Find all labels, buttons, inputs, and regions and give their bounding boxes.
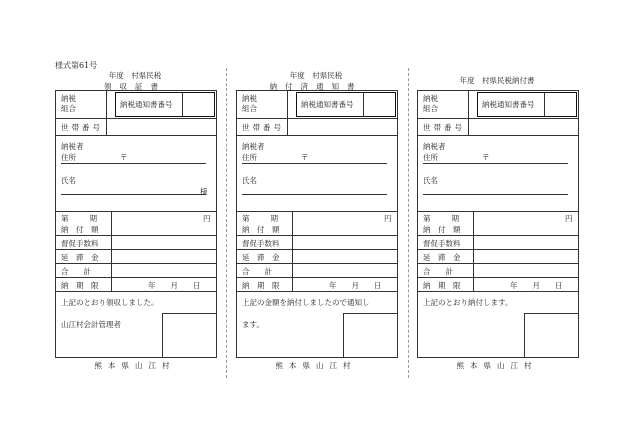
- statement-text: 上記のとおり納付します。: [423, 298, 513, 307]
- address-label: 住所: [61, 153, 76, 162]
- address-label: 住所: [242, 153, 257, 162]
- statement-text: 上記の金額を納付しましたので通知し: [242, 298, 370, 307]
- seal-box: [524, 313, 578, 357]
- statement-text: 上記のとおり領収しました。: [61, 298, 159, 307]
- notice-number-label: 納税通知書番号: [482, 100, 535, 109]
- title-line1-notice: 年度 村県民税: [289, 71, 343, 80]
- dunning-fee-label: 督促手数料: [61, 239, 99, 248]
- village-footer: 熊本県山江村: [94, 361, 176, 370]
- village-footer: 熊本県山江村: [456, 361, 538, 370]
- late-fee-label: 延 滞 金: [423, 253, 461, 262]
- name-suffix: 様: [200, 187, 208, 196]
- household-number-label: 世帯番号: [242, 123, 284, 132]
- period-label: 第 期: [423, 214, 461, 223]
- notice-number-label: 納税通知書番号: [301, 100, 354, 109]
- tax-form-1: [236, 90, 398, 358]
- seal-box: [162, 313, 216, 357]
- dunning-fee-label: 督促手数料: [242, 239, 280, 248]
- household-number-label: 世帯番号: [61, 123, 103, 132]
- title-notice: 納付済通知書: [269, 82, 363, 91]
- household-number-label: 世帯番号: [423, 123, 465, 132]
- form-number: 様式第61号: [55, 61, 98, 70]
- deadline-label: 納 期 限: [423, 281, 461, 290]
- postal-mark: 〒: [120, 153, 128, 162]
- payment-amount-label: 納 付 額: [423, 225, 461, 234]
- title-receipt: 領収証書: [104, 82, 166, 91]
- title-line1-receipt: 年度 村県民税: [108, 71, 162, 80]
- dunning-fee-label: 督促手数料: [423, 239, 461, 248]
- tax-union-label: 納税 組合: [242, 94, 257, 113]
- taxpayer-label: 納税者: [61, 142, 84, 151]
- tax-form-2: [417, 90, 579, 358]
- deadline-date: 年 月 日: [148, 281, 201, 290]
- cut-line: [408, 68, 409, 378]
- deadline-date: 年 月 日: [510, 281, 563, 290]
- late-fee-label: 延 滞 金: [61, 253, 99, 262]
- total-label: 合 計: [61, 267, 91, 276]
- period-label: 第 期: [61, 214, 99, 223]
- payment-amount-label: 納 付 額: [242, 225, 280, 234]
- yen-unit: 円: [384, 214, 392, 223]
- late-fee-label: 延 滞 金: [242, 253, 280, 262]
- seal-box: [343, 313, 397, 357]
- total-label: 合 計: [242, 267, 272, 276]
- cut-line: [226, 68, 227, 378]
- title-payment-slip: 年度 村県民税納付書: [459, 76, 535, 85]
- payment-amount-label: 納 付 額: [61, 225, 99, 234]
- name-label: 氏名: [61, 176, 76, 185]
- deadline-date: 年 月 日: [329, 281, 382, 290]
- deadline-label: 納 期 限: [242, 281, 280, 290]
- statement-text-cont: ます。: [242, 320, 264, 329]
- tax-form-0: [55, 90, 217, 358]
- tax-union-label: 納税 組合: [423, 94, 438, 113]
- taxpayer-label: 納税者: [423, 142, 446, 151]
- postal-mark: 〒: [301, 153, 309, 162]
- name-label: 氏名: [423, 176, 438, 185]
- treasurer-label: 山江村会計管理者: [61, 320, 121, 329]
- notice-number-label: 納税通知書番号: [120, 100, 173, 109]
- deadline-label: 納 期 限: [61, 281, 99, 290]
- taxpayer-label: 納税者: [242, 142, 265, 151]
- village-footer: 熊本県山江村: [275, 361, 357, 370]
- yen-unit: 円: [565, 214, 573, 223]
- name-label: 氏名: [242, 176, 257, 185]
- tax-union-label: 納税 組合: [61, 94, 76, 113]
- postal-mark: 〒: [482, 153, 490, 162]
- total-label: 合 計: [423, 267, 453, 276]
- yen-unit: 円: [203, 214, 211, 223]
- period-label: 第 期: [242, 214, 280, 223]
- address-label: 住所: [423, 153, 438, 162]
